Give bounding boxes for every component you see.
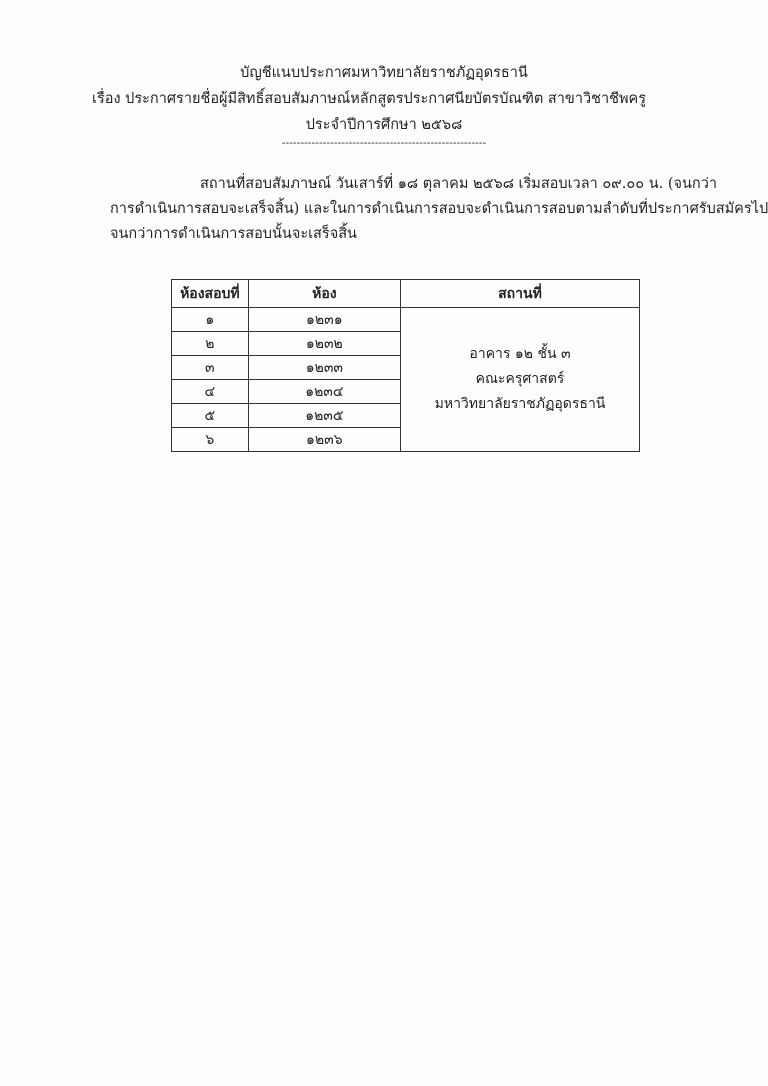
paragraph-line-1: สถานที่สอบสัมภาษณ์ วันเสาร์ที่ ๑๘ ตุลาคม ๒๕๖๘ เริ่มสอบเวลา ๐๙.๐๐ น. (จนกว่า — [200, 176, 717, 192]
exam-rooms-table — [171, 279, 640, 452]
exam-room-no: ๔ — [172, 380, 249, 404]
location-building: อาคาร ๑๒ ชั้น ๓ — [469, 346, 571, 362]
exam-room-no: ๒ — [172, 332, 249, 356]
room-number: ๑๒๓๔ — [248, 380, 400, 404]
room-number: ๑๒๓๑ — [248, 308, 400, 332]
header-room: ห้อง — [248, 280, 400, 308]
paragraph-line-3: จนกว่าการดำเนินการสอบนั้นจะเสร็จสิ้น — [110, 226, 357, 242]
header-location: สถานที่ — [400, 280, 639, 308]
exam-details-paragraph — [110, 172, 768, 247]
header-title: บัญชีแนบประกาศมหาวิทยาลัยราชภัฏอุดรธานี — [240, 65, 528, 81]
room-number: ๑๒๓๖ — [248, 428, 400, 452]
document-header — [0, 60, 768, 150]
exam-room-no: ๑ — [172, 308, 249, 332]
room-number: ๑๒๓๓ — [248, 356, 400, 380]
exam-room-no: ๓ — [172, 356, 249, 380]
table-row — [172, 308, 640, 332]
room-number: ๑๒๓๒ — [248, 332, 400, 356]
exam-room-no: ๖ — [172, 428, 249, 452]
header-subject: เรื่อง ประกาศรายชื่อผู้มีสิทธิ์สอบสัมภาษณ์หลักสูตรประกาศนียบัตรบัณฑิต สาขาวิชาชีพครู — [92, 91, 646, 107]
location-cell — [400, 308, 639, 452]
table-header-row — [172, 280, 640, 308]
header-divider: ------------------------------------------------------- — [281, 136, 487, 149]
location-faculty: คณะครุศาสตร์ — [475, 371, 565, 387]
header-exam-room-no: ห้องสอบที่ — [172, 280, 249, 308]
exam-room-no: ๕ — [172, 404, 249, 428]
paragraph-line-2: การดำเนินการสอบจะเสร็จสิ้น) และในการดำเนินการสอบจะดำเนินการสอบตามลำดับที่ประกาศรับสมัครไป — [110, 201, 768, 217]
room-number: ๑๒๓๕ — [248, 404, 400, 428]
header-academic-year: ประจำปีการศึกษา ๒๕๖๘ — [305, 117, 463, 133]
location-university: มหาวิทยาลัยราชภัฏอุดรธานี — [434, 396, 606, 412]
